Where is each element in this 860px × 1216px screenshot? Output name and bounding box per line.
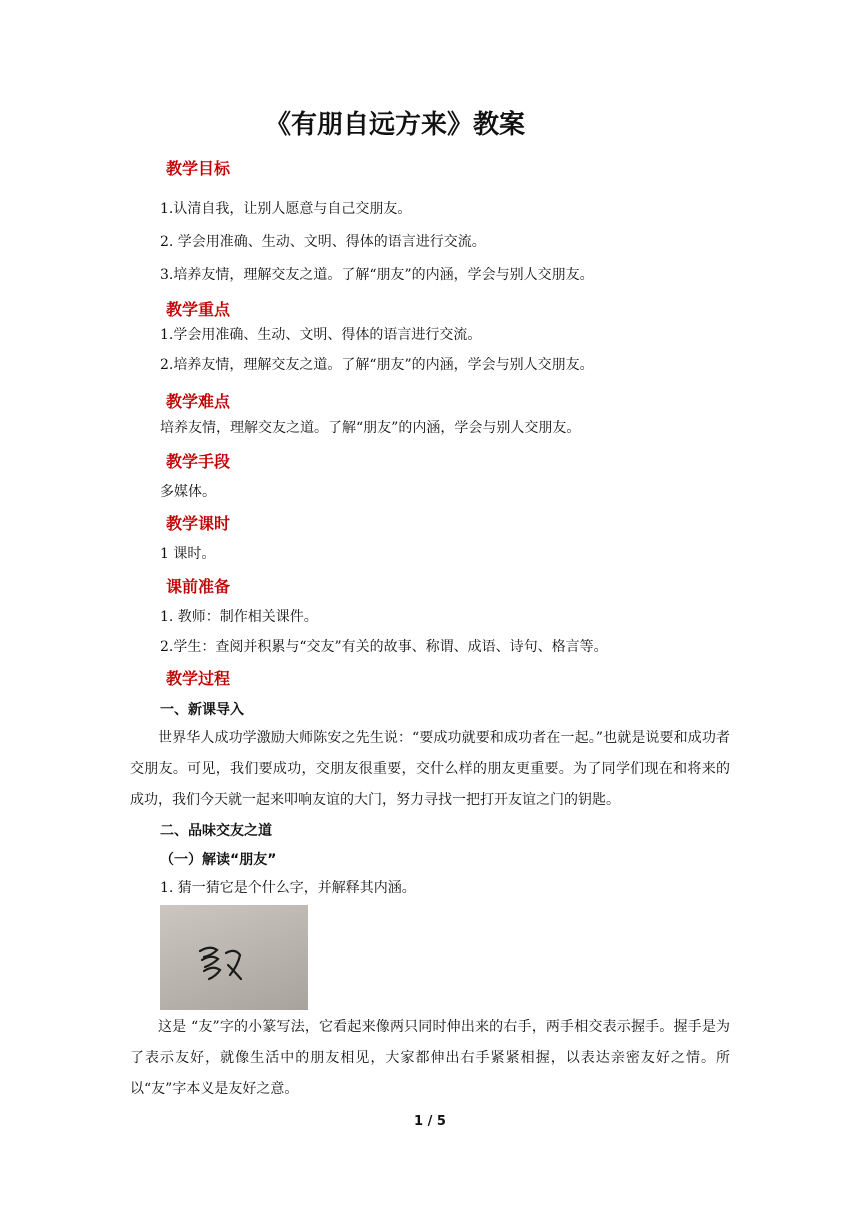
section-new-lesson-title: 一、新课导入	[160, 702, 244, 718]
heading-hours: 教学课时	[166, 514, 231, 533]
hours-text: 1 课时。	[160, 546, 216, 562]
seal-script-explanation: 这是 “友”字的小篆写法，它看起来像两只同时伸出来的右手，两手相交表示握手。握手是为了表示友好，就像生活中的朋友相见，大家都伸出右手紧紧相握，以表达亲密友好之情。所以“友”字本义是友好之意。	[130, 1019, 730, 1097]
difficulties-text: 培养友情，理解交友之道。了解“朋友”的内涵，学会与别人交朋友。	[160, 420, 581, 436]
guess-question: 1. 猜一猜它是个什么字，并解释其内涵。	[160, 880, 416, 896]
document-title: 《有朋自远方来》教案	[264, 110, 525, 140]
heading-key-points: 教学重点	[166, 300, 231, 319]
section-friendship-title: 二、品味交友之道	[160, 823, 272, 839]
seal-script-you-image	[160, 905, 308, 1010]
prep-item: 1. 教师：制作相关课件。	[160, 609, 318, 625]
goal-item: 2. 学会用准确、生动、文明、得体的语言进行交流。	[160, 234, 486, 250]
section-new-lesson-paragraph: 世界华人成功学激励大师陈安之先生说：“要成功就要和成功者在一起。”也就是说要和成功者交朋友。可见，我们要成功，交朋友很重要，交什么样的朋友更重要。为了同学们现在和将来的成功，我们今天就一起来叩响友谊的大门，努力寻找一把打开友谊之门的钥匙。	[130, 730, 730, 808]
key-point-item: 2.培养友情，理解交友之道。了解“朋友”的内涵，学会与别人交朋友。	[160, 357, 594, 373]
heading-means: 教学手段	[166, 452, 231, 471]
goal-item: 3.培养友情，理解交友之道。了解“朋友”的内涵，学会与别人交朋友。	[160, 267, 594, 283]
heading-process: 教学过程	[166, 669, 231, 688]
page-number: 1 / 5	[414, 1114, 446, 1129]
means-text: 多媒体。	[160, 484, 216, 500]
heading-difficulties: 教学难点	[166, 392, 231, 411]
section-friendship-subtitle: （一）解读“朋友”	[160, 852, 277, 868]
seal-script-character-icon	[160, 905, 308, 1010]
heading-prep: 课前准备	[166, 577, 231, 596]
key-point-item: 1.学会用准确、生动、文明、得体的语言进行交流。	[160, 327, 482, 343]
heading-goals: 教学目标	[166, 159, 231, 178]
goal-item: 1.认清自我，让别人愿意与自己交朋友。	[160, 201, 412, 217]
prep-item: 2.学生：查阅并积累与“交友”有关的故事、称谓、成语、诗句、格言等。	[160, 639, 608, 655]
